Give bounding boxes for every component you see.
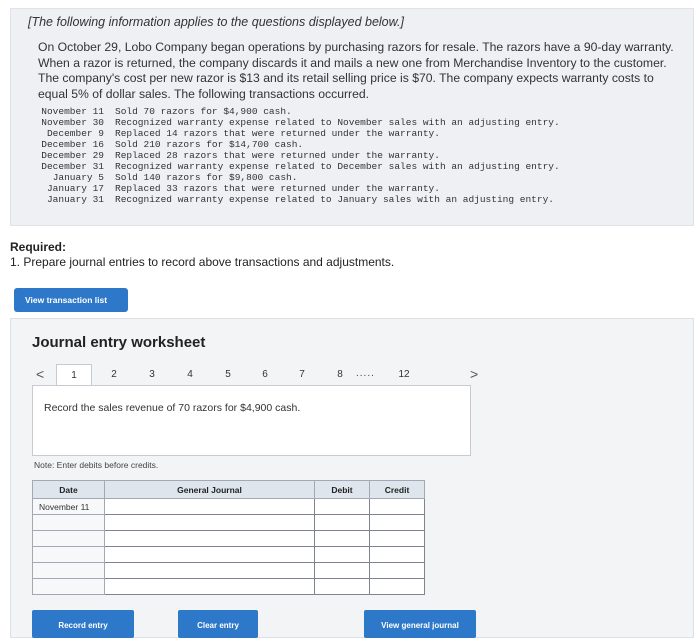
transaction-description: Replaced 33 razors that were returned under the warranty.: [115, 183, 440, 194]
prompt-panel: [32, 385, 471, 456]
credit-input[interactable]: [370, 547, 425, 563]
account-input[interactable]: [105, 579, 315, 595]
transaction-description: Replaced 28 razors that were returned under the warranty.: [115, 150, 440, 161]
account-column-header: General Journal: [105, 481, 315, 499]
info-header: [The following information applies to the questions displayed below.]: [28, 15, 404, 29]
account-input[interactable]: [105, 531, 315, 547]
page-tab-1[interactable]: 1: [56, 364, 92, 386]
page-tab-2[interactable]: 2: [111, 369, 117, 380]
account-input[interactable]: [105, 547, 315, 563]
credit-input[interactable]: [370, 579, 425, 595]
date-column-header: Date: [33, 481, 105, 499]
transaction-description: Recognized warranty expense related to December sales with an adjusting entry.: [115, 161, 560, 172]
debit-input[interactable]: [315, 563, 370, 579]
table-row: [33, 547, 425, 563]
required-item: 1. Prepare journal entries to record above transactions and adjustments.: [10, 255, 395, 269]
transaction-date: January 5: [52, 172, 104, 183]
transaction-description: Sold 70 razors for $4,900 cash.: [115, 106, 292, 117]
transaction-date: December 16: [41, 139, 104, 150]
entry-note: Note: Enter debits before credits.: [34, 460, 159, 470]
page-tab-8[interactable]: 8: [337, 369, 343, 380]
required-title: Required:: [10, 240, 67, 254]
credit-input[interactable]: [370, 531, 425, 547]
transaction-date: November 30: [41, 117, 104, 128]
date-cell[interactable]: [33, 547, 105, 563]
page-tab-6[interactable]: 6: [262, 369, 268, 380]
debit-column-header: Debit: [315, 481, 370, 499]
date-cell[interactable]: November 11: [33, 499, 105, 515]
date-cell[interactable]: [33, 531, 105, 547]
date-cell[interactable]: [33, 563, 105, 579]
account-input[interactable]: [105, 499, 315, 515]
transaction-date: January 31: [46, 194, 104, 205]
date-cell[interactable]: [33, 579, 105, 595]
debit-input[interactable]: [315, 531, 370, 547]
intro-paragraph: On October 29, Lobo Company began operations by purchasing razors for resale. The razors have a 90-day warranty. When a razor is returned, the company discards it and mails a new one from Merchandise Inventory to the customer. The company's cost per new razor is $13 and its retail selling price is $70. The company expects warranty costs to equal 5% of dollar sales. The following transactions occurred.: [38, 40, 674, 101]
debit-input[interactable]: [315, 547, 370, 563]
prompt-text: Record the sales revenue of 70 razors for $4,900 cash.: [44, 402, 301, 414]
transaction-description: Replaced 14 razors that were returned under the warranty.: [115, 128, 440, 139]
next-page-icon[interactable]: >: [470, 366, 479, 382]
credit-input[interactable]: [370, 563, 425, 579]
table-row: [33, 531, 425, 547]
transaction-row: [20, 194, 554, 206]
page-tab-12[interactable]: 12: [398, 369, 410, 380]
pager-ellipsis: .....: [356, 368, 375, 379]
page-tab-7[interactable]: 7: [299, 369, 305, 380]
date-cell[interactable]: [33, 515, 105, 531]
view-general-journal-button[interactable]: View general journal: [364, 610, 476, 638]
table-row: [33, 579, 425, 595]
debit-input[interactable]: [315, 499, 370, 515]
transaction-date: December 29: [41, 150, 104, 161]
journal-header-row: [33, 481, 425, 499]
transaction-date: November 11: [41, 106, 104, 117]
debit-input[interactable]: [315, 579, 370, 595]
credit-column-header: Credit: [370, 481, 425, 499]
transaction-description: Sold 140 razors for $9,800 cash.: [115, 172, 298, 183]
transaction-date: December 31: [41, 161, 104, 172]
transaction-date: December 9: [46, 128, 104, 139]
credit-input[interactable]: [370, 499, 425, 515]
page-tab-4[interactable]: 4: [187, 369, 193, 380]
debit-input[interactable]: [315, 515, 370, 531]
transaction-description: Recognized warranty expense related to January sales with an adjusting entry.: [115, 194, 554, 205]
transaction-date: January 17: [46, 183, 104, 194]
account-input[interactable]: [105, 515, 315, 531]
credit-input[interactable]: [370, 515, 425, 531]
journal-table: [32, 480, 425, 595]
table-row: [33, 499, 425, 515]
clear-entry-button[interactable]: Clear entry: [178, 610, 258, 638]
page-tab-3[interactable]: 3: [149, 369, 155, 380]
transaction-description: Sold 210 razors for $14,700 cash.: [115, 139, 304, 150]
table-row: [33, 563, 425, 579]
worksheet-title: Journal entry worksheet: [32, 334, 206, 351]
record-entry-button[interactable]: Record entry: [32, 610, 134, 638]
transaction-description: Recognized warranty expense related to November sales with an adjusting entry.: [115, 117, 560, 128]
view-transaction-list-button[interactable]: View transaction list: [14, 288, 128, 312]
account-input[interactable]: [105, 563, 315, 579]
page-tab-5[interactable]: 5: [225, 369, 231, 380]
prev-page-icon[interactable]: <: [36, 366, 45, 382]
table-row: [33, 515, 425, 531]
